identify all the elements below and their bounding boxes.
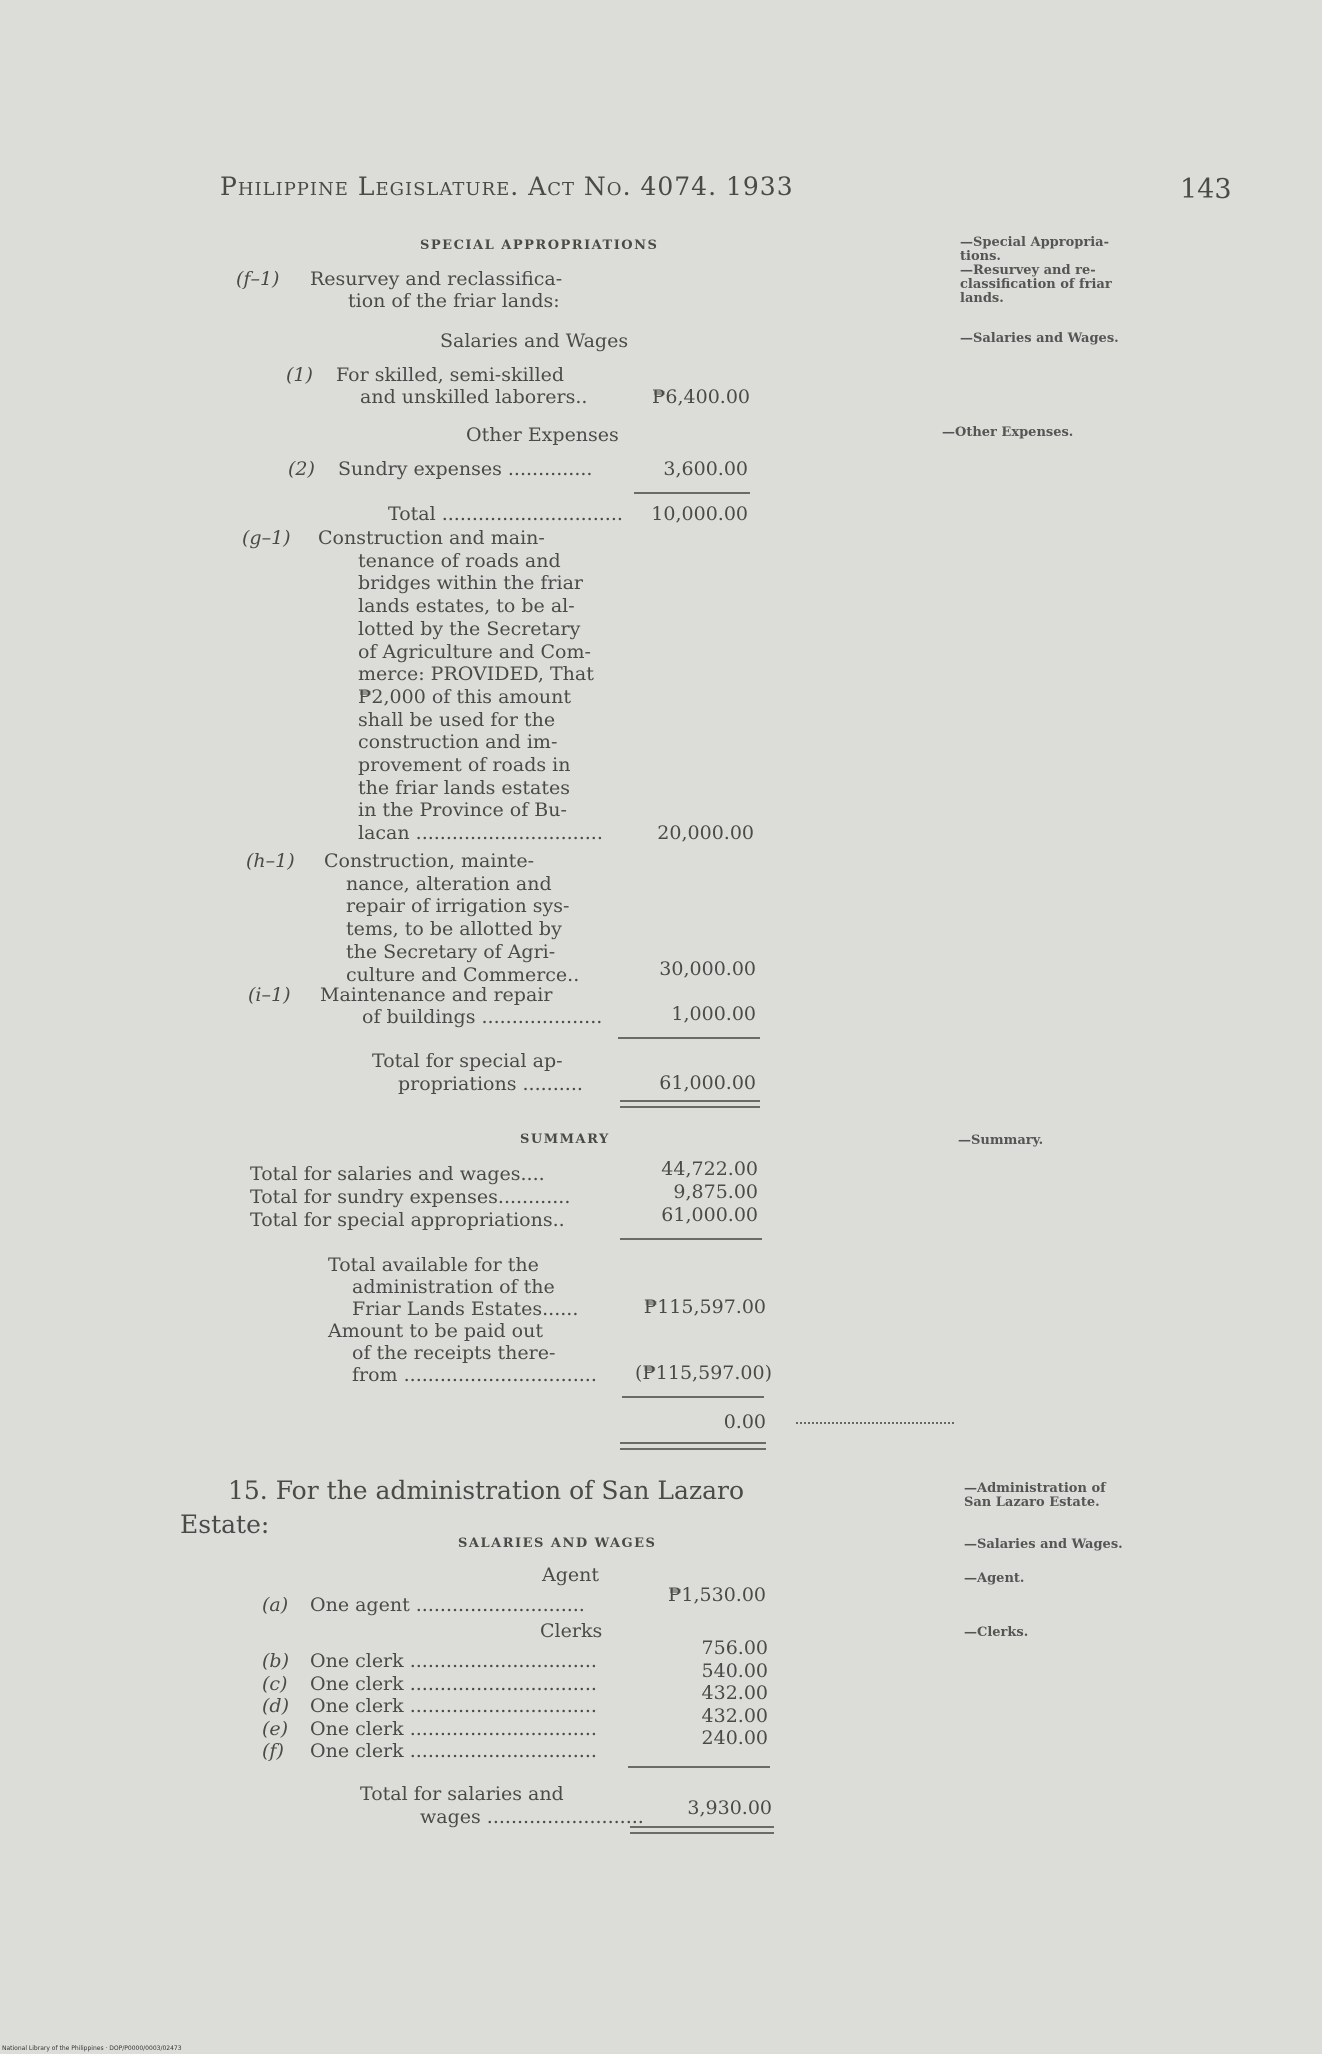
- item1-value: ₱6,400.00: [651, 386, 750, 408]
- h1-line: Construction, mainte-: [324, 850, 534, 872]
- amount-paid-text: [328, 1320, 597, 1386]
- g1-line: Construction and main-: [318, 527, 545, 549]
- summary-values: [630, 1158, 758, 1227]
- margin-line: San Lazaro Estate.: [964, 1495, 1100, 1510]
- h1-line: repair of irrigation sys-: [346, 895, 570, 918]
- summary-row-label: Total for salaries and wages....: [250, 1163, 545, 1185]
- rule: [622, 1396, 764, 1398]
- total-value: 10,000.00: [651, 503, 748, 525]
- i1-value: 1,000.00: [671, 1003, 756, 1025]
- double-rule: [630, 1832, 774, 1834]
- margin-line: —Administration of: [964, 1481, 1106, 1496]
- g1-line: of Agriculture and Com-: [358, 640, 591, 663]
- item-label-2: (2): [288, 458, 315, 480]
- margin-line: classification of friar: [960, 277, 1112, 292]
- g1-line: shall be used for the: [358, 708, 556, 731]
- h1-line: the Secretary of Agri-: [346, 940, 556, 963]
- summary-row-value: 61,000.00: [661, 1204, 758, 1226]
- total-available-text: [328, 1254, 578, 1320]
- h1-line: culture and Commerce..: [346, 963, 580, 986]
- h1-line: tems, to be allotted by: [346, 918, 562, 941]
- summary-row-value: 44,722.00: [661, 1158, 758, 1180]
- item-label-f1: (f–1): [236, 268, 280, 290]
- margin-line: —Resurvey and re-: [960, 263, 1096, 278]
- f1-line2: tion of the friar lands:: [348, 290, 560, 312]
- g1-line: bridges within the friar: [358, 572, 584, 595]
- amount-paid-line: Amount to be paid out: [328, 1320, 543, 1342]
- summary-row-value: 9,875.00: [673, 1181, 758, 1203]
- h1-value: 30,000.00: [659, 958, 756, 980]
- double-rule: [620, 1100, 760, 1102]
- g1-text: [318, 527, 603, 845]
- item-label-i1: (i–1): [248, 984, 291, 1006]
- g1-line: ₱2,000 of this amount: [358, 685, 571, 708]
- clerk-label: (f): [262, 1740, 284, 1762]
- clerk-labels: [262, 1650, 289, 1763]
- f1-line1: Resurvey and reclassifica-: [310, 268, 563, 290]
- g1-line: provement of roads in: [358, 754, 571, 777]
- clerk-text: One clerk ...............................: [310, 1717, 597, 1740]
- g1-line: the friar lands estates: [358, 776, 570, 799]
- g1-line: lands estates, to be al-: [358, 595, 575, 618]
- g1-line: merce: PROVIDED, That: [358, 663, 594, 686]
- agent-subheading: Agent: [542, 1564, 599, 1586]
- double-rule: [630, 1826, 774, 1828]
- clerk-label: (b): [262, 1650, 289, 1672]
- total-available-line: Total available for the: [328, 1254, 539, 1276]
- item2-value: 3,600.00: [663, 458, 748, 480]
- margin-note-agent: —Agent.: [964, 1571, 1025, 1586]
- clerk-text: One clerk ...............................: [310, 1650, 597, 1672]
- double-rule: [620, 1448, 766, 1450]
- total-special-value: 61,000.00: [659, 1072, 756, 1094]
- g1-line: tenance of roads and: [358, 549, 561, 572]
- clerk-value: 432.00: [701, 1704, 768, 1727]
- item-label-h1: (h–1): [246, 850, 295, 872]
- total-available-value: ₱115,597.00: [643, 1296, 766, 1318]
- item-label-g1: (g–1): [242, 527, 291, 549]
- salaries-wages-subheading: Salaries and Wages: [440, 330, 629, 352]
- item2-text: Sundry expenses ..............: [338, 458, 593, 480]
- margin-note-sw: —Salaries and Wages.: [964, 1537, 1123, 1552]
- page-number: 143: [1180, 174, 1232, 205]
- h1-line: nance, alteration and: [346, 872, 552, 895]
- margin-note-special: [960, 236, 1144, 306]
- summary-heading: SUMMARY: [520, 1132, 610, 1147]
- g1-line: construction and im-: [358, 731, 558, 754]
- zero-value: 0.00: [723, 1411, 766, 1433]
- scan-footer: National Library of the Philippines · DOP/P0000/0003/02473: [2, 2045, 182, 2052]
- s15-total-line1: Total for salaries and: [360, 1783, 564, 1805]
- other-expenses-subheading: Other Expenses: [466, 424, 619, 446]
- margin-line: lands.: [960, 291, 1004, 306]
- special-appropriations-heading: SPECIAL APPROPRIATIONS: [420, 238, 659, 253]
- running-header: Philippine Legislature. Act No. 4074. 1933: [220, 172, 794, 201]
- summary-rows: [250, 1163, 570, 1232]
- rule: [620, 1238, 762, 1240]
- total-special-line2: propriations ..........: [398, 1073, 583, 1095]
- double-rule: [620, 1442, 766, 1444]
- clerk-label: (c): [262, 1672, 288, 1695]
- clerks-subheading: Clerks: [540, 1620, 603, 1642]
- summary-row-label: Total for special appropriations..: [250, 1209, 565, 1231]
- clerk-value: 432.00: [701, 1682, 768, 1704]
- item1-line1: For skilled, semi-skilled: [336, 364, 565, 386]
- amount-paid-value: (₱115,597.00): [634, 1362, 772, 1384]
- clerk-label: (d): [262, 1695, 289, 1717]
- total-special-line1: Total for special ap-: [372, 1050, 563, 1072]
- clerk-text: One clerk ...............................: [310, 1740, 597, 1762]
- i1-line2: of buildings ....................: [362, 1006, 603, 1028]
- margin-note-summary: —Summary.: [958, 1133, 1044, 1148]
- clerk-texts: [310, 1650, 597, 1763]
- item-label-a: (a): [262, 1594, 289, 1616]
- total-available-line: Friar Lands Estates......: [352, 1298, 579, 1320]
- s15-total-line2: wages ..........................: [420, 1806, 644, 1828]
- margin-note-salaries: —Salaries and Wages.: [960, 331, 1119, 346]
- agent-value: ₱1,530.00: [667, 1584, 766, 1606]
- s15-total-value: 3,930.00: [687, 1797, 772, 1819]
- total-available-line: administration of the: [352, 1276, 555, 1298]
- leader-dots: [796, 1422, 954, 1424]
- rule: [634, 492, 750, 494]
- g1-line: in the Province of Bu-: [358, 799, 567, 822]
- amount-paid-line: from ................................: [352, 1364, 597, 1386]
- salaries-wages-heading: SALARIES AND WAGES: [458, 1536, 657, 1551]
- summary-row-label: Total for sundry expenses............: [250, 1186, 571, 1208]
- rule: [628, 1766, 770, 1768]
- g1-line: lotted by the Secretary: [358, 617, 581, 640]
- total-label: Total ..............................: [388, 503, 623, 525]
- section-15-line1: 15. For the administration of San Lazaro: [228, 1476, 745, 1505]
- clerk-label: (e): [262, 1717, 289, 1740]
- margin-note-san-lazaro: [964, 1482, 1106, 1510]
- clerk-text: One clerk ...............................: [310, 1695, 597, 1717]
- double-rule: [620, 1106, 760, 1108]
- margin-line: tions.: [960, 249, 1001, 264]
- clerk-text: One clerk ...............................: [310, 1672, 597, 1695]
- section-15-line2: Estate:: [180, 1510, 270, 1539]
- i1-line1: Maintenance and repair: [320, 984, 553, 1006]
- h1-text: [324, 850, 579, 986]
- agent-text: One agent ............................: [310, 1594, 585, 1616]
- item-label-1: (1): [286, 364, 313, 386]
- clerk-value: 756.00: [701, 1637, 768, 1659]
- clerk-value: 540.00: [701, 1659, 768, 1682]
- item1-line2: and unskilled laborers..: [360, 386, 588, 408]
- g1-line: lacan ...............................: [358, 822, 603, 845]
- clerk-values: [660, 1637, 768, 1750]
- g1-value: 20,000.00: [657, 822, 754, 844]
- margin-note-other: —Other Expenses.: [942, 425, 1074, 440]
- margin-note-clerks: —Clerks.: [964, 1625, 1029, 1640]
- rule: [618, 1037, 760, 1039]
- margin-line: —Special Appropria-: [960, 235, 1109, 250]
- clerk-value: 240.00: [701, 1727, 768, 1749]
- amount-paid-line: of the receipts there-: [352, 1342, 556, 1364]
